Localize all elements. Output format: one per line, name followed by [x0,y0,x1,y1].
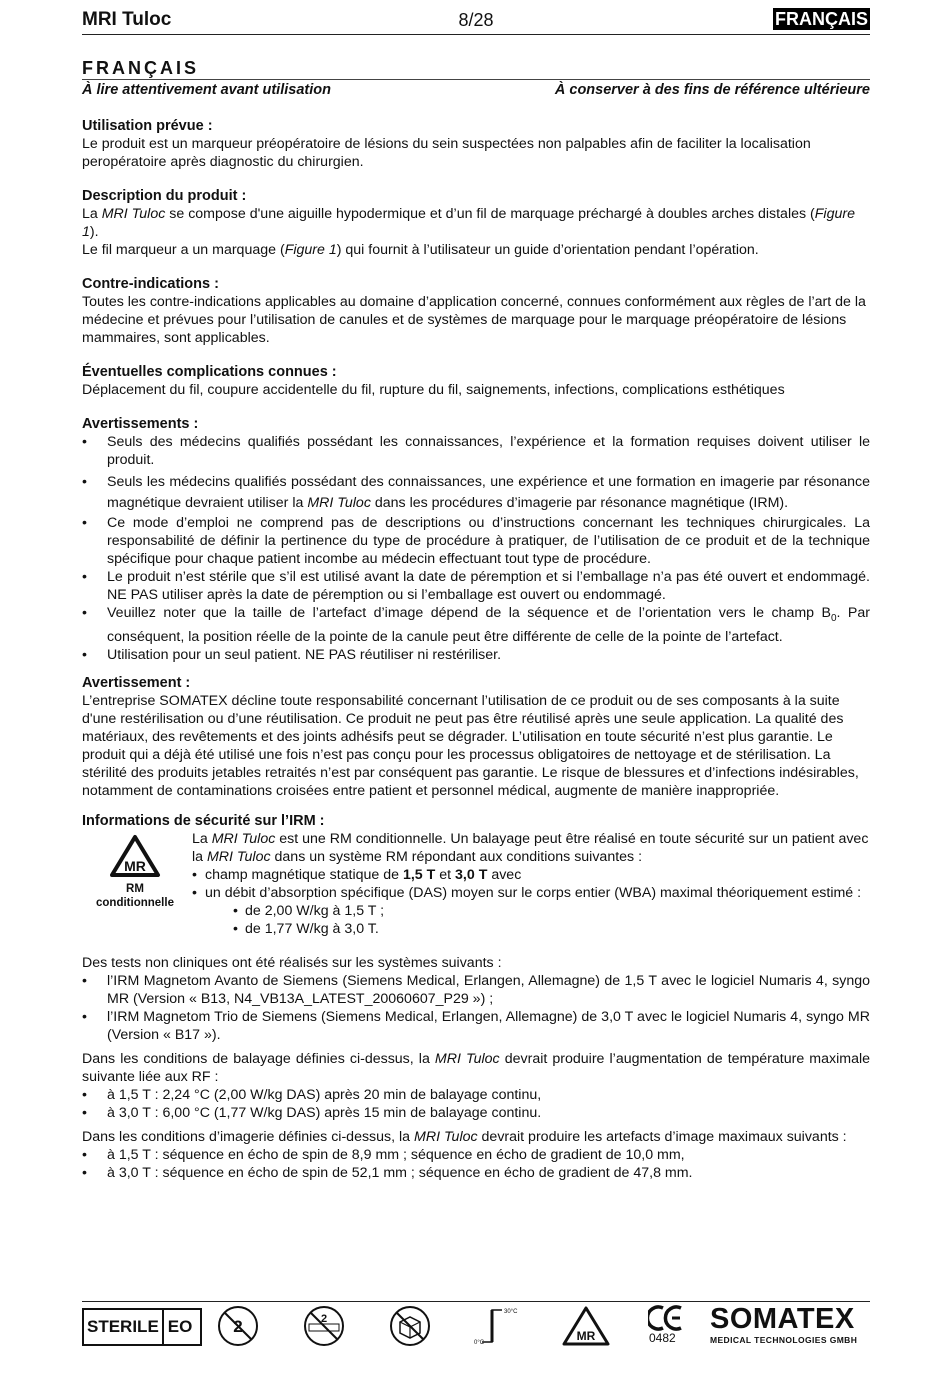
contraindications-title: Contre-indications : [82,276,219,292]
mri-safety-title: Informations de sécurité sur l’IRM : [82,812,325,829]
brand-tagline: MEDICAL TECHNOLOGIES GMBH [710,1335,858,1345]
svg-text:2: 2 [233,1317,243,1336]
list-item: • champ magnétique statique de 1,5 T et 3,0 T avec [205,866,870,884]
description-title: Description du produit : [82,188,247,204]
ce-notified-body-number: 0482 [649,1331,676,1345]
mr-conditional-triangle-icon [109,834,161,878]
list-item: • l’IRM Magnetom Avanto de Siemens (Siemens Medical, Erlangen, Allemagne) de 1,5 T avec le logiciel Numaris 4, syngo MR (Version « B13, N4_VB13A_LATEST_20060607_P29 ») ; [107,972,870,1008]
svg-text:MR: MR [124,857,146,874]
tests-intro: Des tests non cliniques ont été réalisés sur les systèmes suivants : [82,954,502,971]
svg-text:0°C: 0°C [474,1340,485,1346]
list-item: • Veuillez noter que la taille de l’artefact d’image dépend de la séquence et de l’orientation vers le champ $B_0$. Par conséquent, la position réelle de la pointe de la canule peut être différente de celle de la pointe de l’artefact. [107,604,870,646]
list-item: • à 1,5 T : 2,24 °C (2,00 W/kg DAS) après 20 min de balayage continu, [107,1086,870,1104]
somatex-logo [710,1303,857,1345]
complications-title: Éventuelles complications connues : [82,364,337,380]
list-item: • à 3,0 T : 6,00 °C (1,77 W/kg DAS) après 15 min de balayage continu. [107,1104,870,1122]
warning-title: Avertissement : [82,674,191,691]
header-language: FRANÇAIS [775,9,868,29]
list-item: • l’IRM Magnetom Trio de Siemens (Siemens Medical, Erlangen, Allemagne) de 3,0 T avec le logiciel Numaris 4, syngo MR (Version « B17 »). [107,1008,870,1044]
document-body [82,57,870,1182]
list-item: • à 1,5 T : séquence en écho de spin de 8,9 mm ; séquence en écho de gradient de 10,0 mm, [107,1146,870,1164]
list-item: • Ce mode d’emploi ne comprend pas de descriptions ou d’instructions concernant les techniques chirurgicales. La responsabilité de définir la pertinence du type de procédure à pratiquer, de l’utilisation de ce produit et de la technique spécifique pour chaque patient incombe au médecin effectuant tout type de procédure. [107,514,870,568]
description-paragraph-2: Le fil marqueur a un marquage (Figure 1) qui fournit à l’utilisateur un guide d’orientation pendant l’opération. [82,242,759,258]
eo-label: EO [167,1317,193,1336]
tests-list [82,972,870,1044]
list-item: • de 2,00 W/kg à 1,5 T ; [245,902,870,920]
mri-safety-text [192,830,870,938]
warning-text: L’entreprise SOMATEX décline toute responsabilité concernant l’utilisation de ce produit ou de ses composants à la suite d'une restérilisation ou d’une réutilisation. Ce produit ne peut pas être réutilisé après une seule application. La qualité des matériaux, des revêtements et des joints adhésifs peut se dégrader. L’utilisation en toute sécurité n’est plus garantie. Le produit qui a déjà été utilisé une fois n’est pas conçu pour les processus obligatoires de nettoyage et de stérilisation. La stérilité des produits jetables retraités n’est par conséquent pas garantie. Le risque de blessures et d’infections indésirables, notamment de contaminations croisées entre patient et personnel médical, augmente de manière inappropriée. [82,692,859,799]
sterile-eo-symbol [82,1308,202,1346]
do-not-resterilize-icon [302,1304,346,1348]
svg-text:MR: MR [576,1329,596,1343]
do-not-use-if-damaged-icon [388,1304,432,1348]
heating-intro: Dans les conditions de balayage définies ci-dessus, la MRI Tuloc devrait produire l’augmentation de température maximale suivante liée aux RF : [82,1050,870,1085]
header-page-number: 8/28 [458,10,494,30]
sar-values-list [192,902,870,938]
header-product: MRI Tuloc [82,9,172,30]
brand-name: SOMATEX [710,1303,855,1335]
mri-safety-block [82,830,870,954]
do-not-reuse-icon [216,1304,260,1348]
mr-conditional-icon [90,834,180,910]
list-item: • Le produit n’est stérile que s’il est utilisé avant la date de péremption et si l’emballage n’a pas été ouvert et endommagé. NE PAS utiliser après la date de péremption ou si l’emballage est ouvert ou endommagé. [107,568,870,604]
page-header [82,8,870,35]
list-item: • un débit d’absorption spécifique (DAS) moyen sur le corps entier (WBA) maximal théoriquement estimé : [205,884,870,902]
intended-use-text: Le produit est un marqueur préopératoire de lésions du sein suspectées non palpables afin de faciliter la localisation peropératoire après diagnostic du chirurgien. [82,136,811,170]
complications-text: Déplacement du fil, coupure accidentelle du fil, rupture du fil, saignements, infections, complications esthétiques [82,382,785,398]
warnings-title: Avertissements : [82,416,199,432]
mri-conditions-list [192,866,870,902]
list-item: • à 3,0 T : séquence en écho de spin de 52,1 mm ; séquence en écho de gradient de 47,8 mm. [107,1164,870,1182]
list-item: • Utilisation pour un seul patient. NE PAS réutiliser ni restériliser. [107,646,870,664]
keep-note: À conserver à des fins de référence ultérieure [554,82,870,98]
list-item: • Seuls les médecins qualifiés possédant des connaissances, une expérience et une formation en imagerie par résonance magnétique devraient utiliser la MRI Tuloc dans les procédures d’imagerie par résonance magnétique (IRM). [107,472,870,514]
contraindications-text: Toutes les contre-indications applicables au domaine d’application concerné, connues conformément aux règles de l’art de la médecine et prévues pour l’utilisation de canules et de systèmes de marquage pour le marquage préopératoire de lésions mammaires, sont applicables. [82,294,866,346]
list-item: • Seuls des médecins qualifiés possédant les connaissances, l’expérience et la formation requises doivent utiliser le produit. [107,433,870,469]
ce-mark-icon [648,1304,684,1332]
page-footer [82,1301,870,1350]
reading-notes [82,79,870,99]
sterile-label: STERILE [84,1310,164,1344]
heating-list [82,1086,870,1122]
read-note: À lire attentivement avant utilisation [82,82,331,98]
list-item: • de 1,77 W/kg à 3,0 T. [245,920,870,938]
svg-text:30°C: 30°C [504,1309,518,1315]
intended-use-title: Utilisation prévue : [82,118,213,134]
mr-label-1: RM [126,882,144,895]
warnings-list [82,433,870,664]
mr-conditional-footer-icon [560,1304,612,1348]
mr-label-2: conditionnelle [96,896,174,909]
artifacts-intro: Dans les conditions d’imagerie définies ci-dessus, la MRI Tuloc devrait produire les artefacts d’image maximaux suivants : [82,1128,847,1145]
temperature-limit-icon [472,1304,522,1348]
section-language-title: FRANÇAIS [82,58,199,78]
svg-text:2: 2 [320,1313,328,1325]
mri-intro: La MRI Tuloc est une RM conditionnelle. Un balayage peut être réalisé en toute sécurité sur un patient avec la MRI Tuloc dans un système RM répondant aux conditions suivantes : [192,830,869,865]
artifacts-list [82,1146,870,1182]
description-paragraph-1: La MRI Tuloc se compose d'une aiguille hypodermique et d’un fil de marquage préchargé à doubles arches distales (Figure 1). [82,206,855,240]
